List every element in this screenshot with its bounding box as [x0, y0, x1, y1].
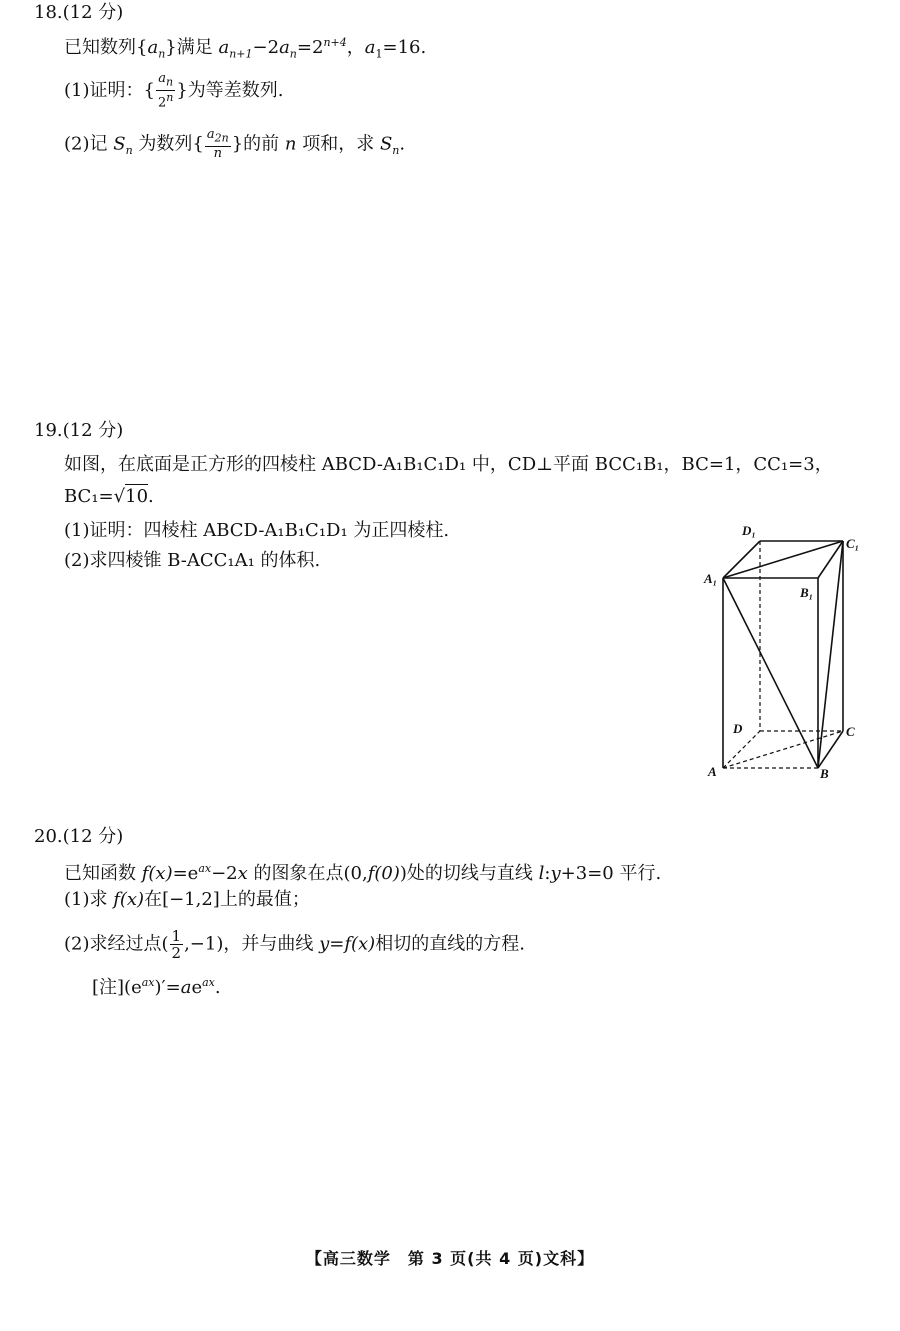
problem-number: 18.: [34, 2, 63, 23]
problem-18-header: [34, 2, 123, 24]
part-text: 相切的直线的方程.: [375, 933, 525, 955]
math-var: f(x): [141, 863, 173, 884]
math-sub: n: [289, 47, 297, 61]
problem-20-part-1: [64, 889, 310, 911]
stem-text: −2: [211, 863, 238, 884]
math-var: a: [180, 977, 192, 998]
vertex-label-a1: A₁: [704, 571, 718, 586]
sqrt-radicand: 10: [125, 486, 149, 507]
math-var: y: [319, 933, 330, 955]
math-sup: ax: [198, 862, 212, 875]
math-var: n: [284, 133, 297, 155]
problem-19-header: [34, 420, 123, 442]
math-var: f(x): [113, 889, 145, 910]
math-sup: ax: [202, 976, 215, 989]
stem-text: =2: [296, 37, 324, 58]
math-var: S: [113, 133, 126, 155]
problem-18-stem: [64, 32, 426, 66]
stem-text: −2: [252, 37, 280, 58]
problem-number: 20.: [34, 826, 63, 847]
frac-bot: 2: [157, 94, 167, 110]
frac-top: a: [158, 71, 166, 86]
page-footer: 【高三数学 第 3 页(共 4 页)文科】: [305, 1249, 595, 1268]
vertex-label-b1: B₁: [800, 585, 814, 600]
math-var: f(0): [367, 863, 400, 884]
part-text: .: [399, 133, 406, 155]
math-var: a: [218, 37, 230, 58]
problem-18-part-1: [64, 72, 284, 110]
frac-top-sub: n: [165, 75, 174, 89]
math-var: x: [237, 863, 248, 884]
frac-bot: 2: [171, 944, 182, 962]
math-sup: ax: [141, 976, 155, 989]
prism-figure: [700, 518, 870, 788]
part-text: (1)求: [64, 889, 114, 910]
math-sup: n+4: [323, 36, 347, 49]
note-text: .: [214, 977, 221, 998]
math-sub: 1: [375, 47, 383, 61]
note-text: )′=: [154, 977, 181, 998]
vertex-label-a: A: [708, 764, 717, 779]
note-text: [注](e: [92, 977, 142, 998]
stem-text: +3=0 平行.: [560, 863, 662, 884]
vertex-label-c: C: [846, 724, 855, 739]
diagonal-c1-b: [818, 541, 843, 768]
hidden-diagonal-a-c: [723, 731, 843, 768]
math-sub: n: [392, 143, 400, 157]
problem-20-part-2: [64, 928, 525, 961]
stem-text: BC₁=: [64, 486, 114, 507]
math-var: a: [147, 37, 159, 58]
problem-score: (12 分): [62, 826, 124, 847]
stem-text: 已知函数: [64, 863, 142, 884]
vertex-label-c1: C₁: [846, 536, 860, 551]
stem-text: ，: [346, 37, 365, 58]
part-text: 为数列{: [132, 133, 204, 155]
math-var: y: [550, 863, 561, 884]
math-var: a: [279, 37, 290, 58]
stem-text: =e: [172, 863, 199, 884]
stem-text: 已知数列: [64, 37, 136, 58]
problem-score: (12 分): [62, 2, 124, 23]
part-text: ,−1)，并与曲线: [184, 933, 320, 955]
stem-text: =16.: [382, 37, 427, 58]
stem-text: )处的切线与直线: [399, 863, 539, 884]
math-sub: n: [125, 143, 133, 157]
stem-text: .: [148, 486, 154, 507]
fraction: [170, 928, 184, 961]
part-text: }的前: [231, 133, 285, 155]
diagonal-a1-b: [723, 578, 818, 768]
math-var: S: [379, 133, 393, 155]
math-sub: n: [158, 47, 166, 61]
part-label: (2)记: [64, 133, 114, 155]
frac-top-sub: 2n: [214, 131, 229, 145]
stem-text: 满足: [176, 37, 219, 58]
vertex-label-b: B: [820, 766, 829, 781]
part-text: =: [329, 933, 345, 955]
problem-20-note: [92, 972, 221, 999]
frac-top: a: [206, 127, 215, 142]
vertex-label-d1: D₁: [742, 523, 756, 538]
part-text: }为等差数列.: [176, 79, 284, 101]
problem-score: (12 分): [62, 420, 124, 441]
problem-20-stem: [64, 858, 661, 885]
part-text: (2)求经过点(: [64, 933, 169, 955]
frac-top: 1: [171, 927, 182, 945]
problem-19-part-2: (2)求四棱锥 B-ACC₁A₁ 的体积.: [64, 550, 321, 571]
stem-text: {: [136, 37, 148, 58]
frac-bot: n: [213, 145, 222, 161]
problem-19-part-1: (1)证明：四棱柱 ABCD-A₁B₁C₁D₁ 为正四棱柱.: [64, 520, 450, 541]
part-text: 在[−1,2]上的最值；: [144, 889, 310, 910]
note-text: e: [191, 977, 203, 998]
problem-19-stem-line-2: BC₁=√10.: [64, 486, 154, 507]
problem-number: 19.: [34, 420, 63, 441]
math-var: f(x): [344, 933, 376, 955]
part-label: (1)证明：{: [64, 79, 155, 101]
stem-text: }: [165, 37, 177, 58]
vertex-label-d: D: [733, 721, 743, 736]
stem-text: :: [544, 863, 551, 884]
part-text: 项和，求: [296, 133, 380, 155]
math-var: l: [538, 863, 545, 884]
stem-text: 的图象在点(0,: [247, 863, 368, 884]
frac-bot-sup: n: [166, 90, 174, 104]
math-sub: n+1: [229, 47, 253, 61]
fraction: [156, 72, 175, 110]
math-var: a: [364, 37, 376, 58]
problem-19-stem-line-1: 如图，在底面是正方形的四棱柱 ABCD-A₁B₁C₁D₁ 中，CD⊥平面 BCC₁B₁，BC=1，CC₁=3，: [64, 454, 833, 475]
problem-18-part-2: [64, 128, 405, 162]
fraction: [205, 128, 231, 161]
problem-20-header: [34, 826, 123, 848]
hidden-edge-a-d: [723, 731, 760, 768]
